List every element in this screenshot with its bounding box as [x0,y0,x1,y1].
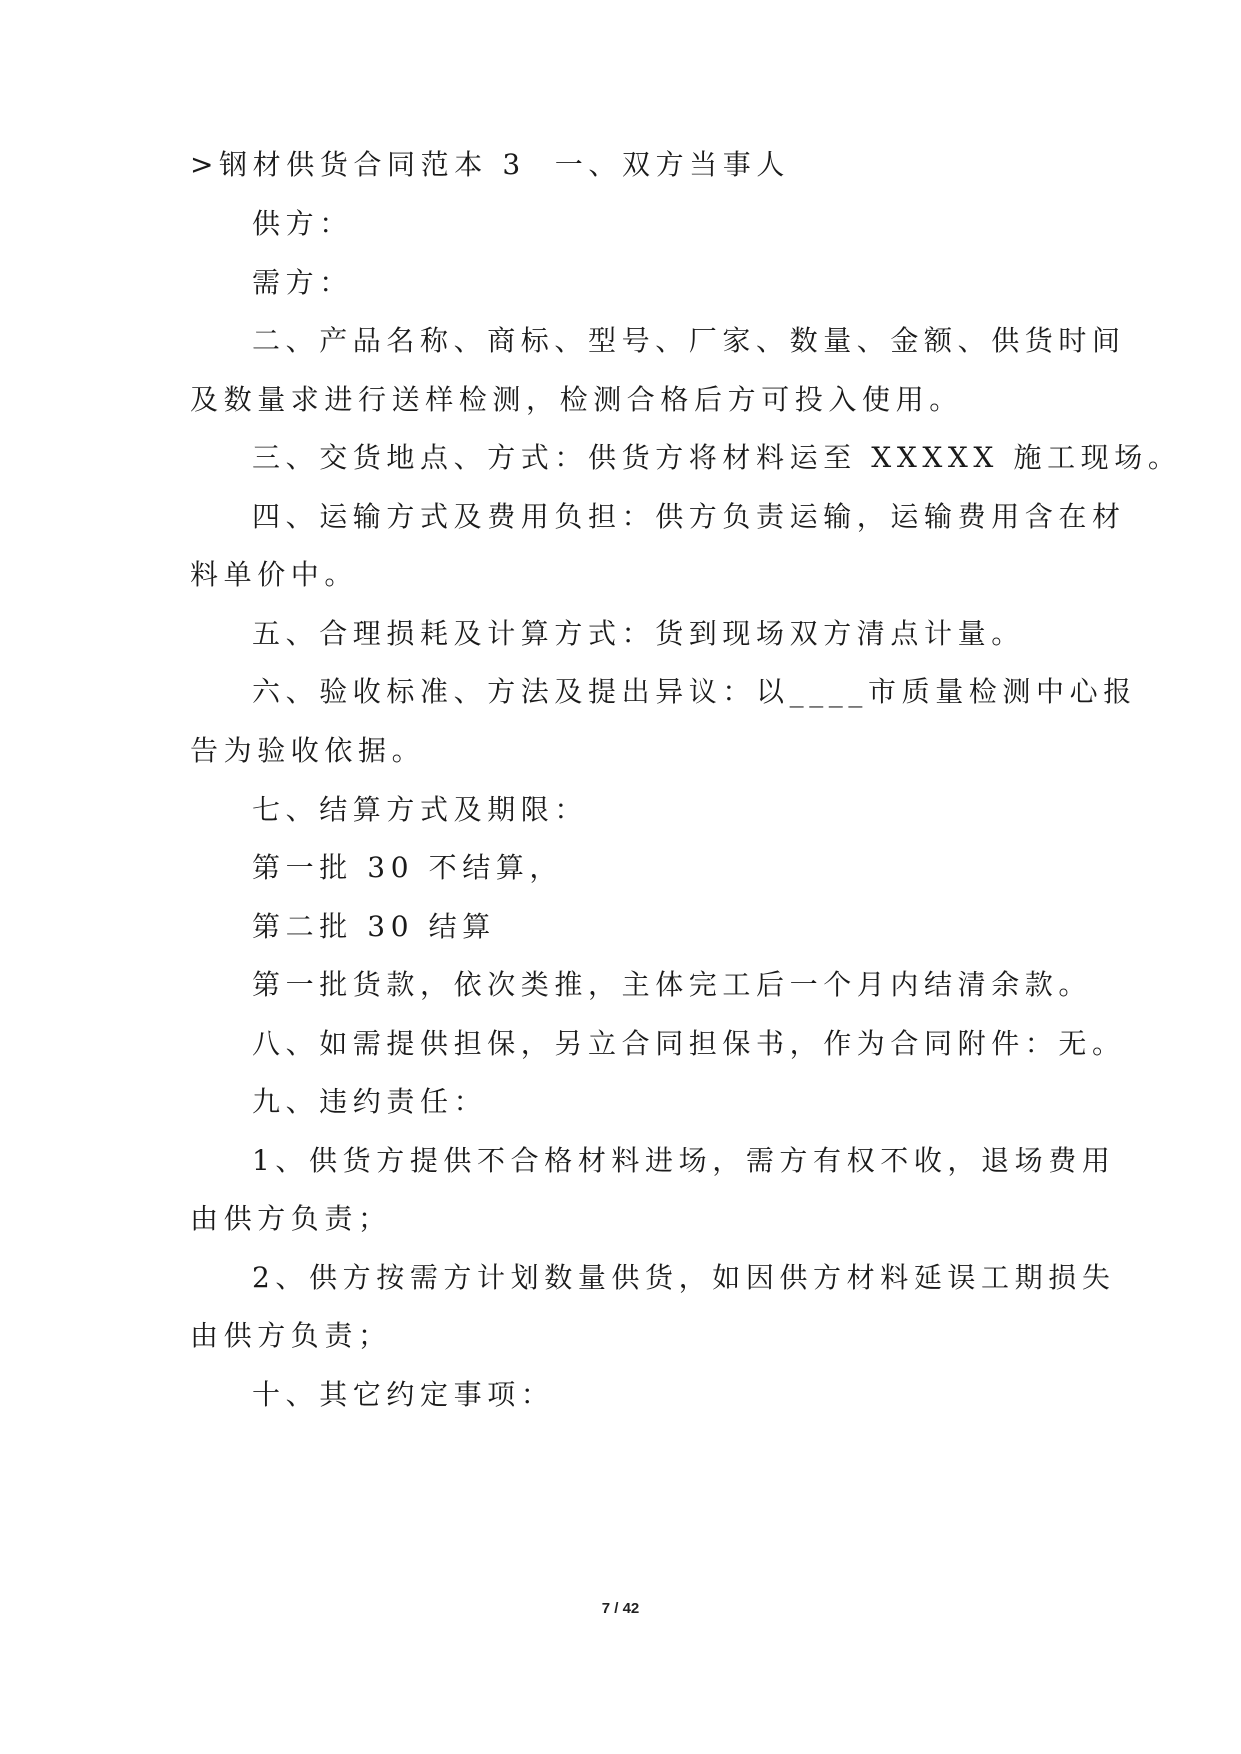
title-line: >钢材供货合同范本 3 一、双方当事人 [190,148,790,181]
clause-2-line-2: 及数量求进行送样检测，检测合格后方可投入使用。 [190,383,963,416]
liability-2-line-2: 由供方负责； [190,1319,392,1352]
buyer-line: 需方： [252,266,353,299]
clause-5-line: 五、合理损耗及计算方式：货到现场双方清点计量。 [252,617,1025,650]
clause-8-line: 八、如需提供担保，另立合同担保书，作为合同附件：无。 [252,1027,1126,1060]
clause-6-line-1: 六、验收标准、方法及提出异议：以____市质量检测中心报 [252,675,1137,708]
clause-2-line-1: 二、产品名称、商标、型号、厂家、数量、金额、供货时间 [252,324,1126,357]
clause-10-line: 十、其它约定事项： [252,1378,555,1411]
payment-line: 第一批货款，依次类推，主体完工后一个月内结清余款。 [252,968,1093,1001]
clause-7-line: 七、结算方式及期限： [252,793,589,826]
page-number: 7 / 42 [601,1600,640,1617]
liability-2-line-1: 2、供方按需方计划数量供货，如因供方材料延误工期损失 [252,1261,1116,1294]
liability-1-line-1: 1、供货方提供不合格材料进场，需方有权不收，退场费用 [252,1144,1116,1177]
liability-1-line-2: 由供方负责； [190,1202,392,1235]
batch-2-line: 第二批 30 结算 [252,910,496,943]
clause-9-line: 九、违约责任： [252,1085,488,1118]
batch-1-line: 第一批 30 不结算， [252,851,564,884]
clause-6-line-2: 告为验收依据。 [190,734,426,767]
supplier-line: 供方： [252,207,353,240]
clause-4-line-1: 四、运输方式及费用负担：供方负责运输，运输费用含在材 [252,500,1126,533]
clause-3-line: 三、交货地点、方式：供货方将材料运至 XXXXX 施工现场。 [252,441,1182,474]
clause-4-line-2: 料单价中。 [190,558,359,591]
